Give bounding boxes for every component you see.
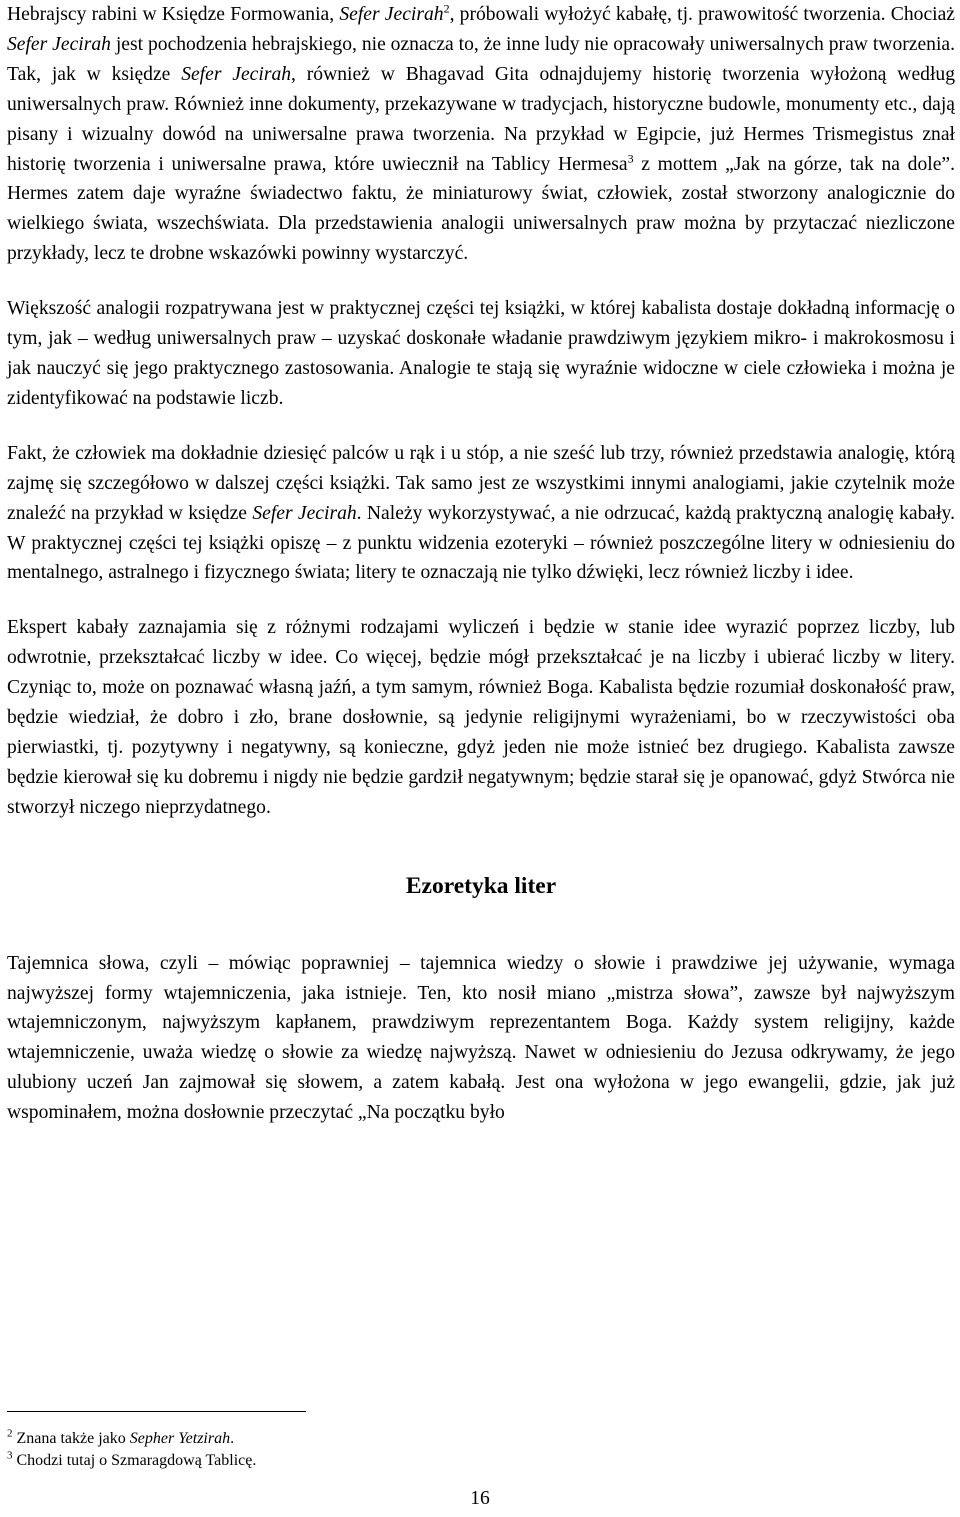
footnote-3 bbox=[7, 1450, 256, 1472]
footnote-text: Chodzi tutaj o Szmaragdową Tablicę. bbox=[12, 1452, 257, 1469]
text-run: . Należy wykorzystywać, a nie odrzucać, każdą praktyczną analogię kabały. W praktycznej części tej książki opiszę – z punktu widzenia ezoteryki – również poszczególne litery w odniesieniu do mentalnego, astralnego i fizycznego świata; litery te oznaczają nie tylko dźwięki, lecz również liczby i idee. bbox=[7, 502, 955, 584]
italic-text: Sefer Jecirah bbox=[252, 502, 357, 524]
footnote-2 bbox=[7, 1428, 256, 1450]
section-heading: Ezoretyka liter bbox=[405, 872, 557, 899]
page-number: 16 bbox=[470, 1488, 490, 1509]
italic-text: Sefer Jecirah bbox=[181, 63, 292, 85]
footnote-number: 3 bbox=[7, 1449, 13, 1462]
footnotes bbox=[7, 1428, 256, 1472]
text-run: Hebrajscy rabini w Księdze Formowania, bbox=[7, 4, 340, 25]
text-run: , próbowali wyłożyć kabałę, tj. prawowitość tworzenia. Chociaż bbox=[449, 4, 955, 25]
italic-text: Sefer Jecirah bbox=[7, 33, 111, 55]
text-run: Fakt, że człowiek ma dokładnie dziesięć palców u rąk i u stóp, a nie sześć lub trzy, również przedstawia analogię, którą zajmę się szczegółowo w dalszej części książki. Tak samo jest ze wszystkimi innymi analogiami, jakie czytelnik może znaleźć na przykład w księdze bbox=[7, 442, 955, 524]
footnote-separator bbox=[7, 1411, 306, 1412]
text-run: , również w Bhagavad Gita odnajdujemy historię tworzenia wyłożoną według uniwersalnych praw. Również inne dokumenty, przekazywane w tradycjach, historyczne budowle, monumenty etc., dają pisany i wizualny dowód na uniwersalne prawa tworzenia. Na przykład w Egipcie, już Hermes Trismegistus znał historię tworzenia i uniwersalne prawa, które uwiecznił na Tablicy Hermesa bbox=[7, 63, 955, 175]
text-run: Tajemnica słowa, czyli – mówiąc poprawniej – tajemnica wiedzy o słowie i prawdziwe jej używanie, wymaga najwyższej formy wtajemniczenia, jaka istnieje. Ten, kto nosił miano „mistrza słowa”, zawsze był najwyższym wtajemniczonym, najwyższym kapłanem, prawdziwym reprezentantem Boga. Każdy system religijny, każde wtajemniczenie, uważa wiedzę o słowie za wiedzę najwyższą. Nawet w odniesieniu do Jezusa odkrywamy, że jego ulubiony uczeń Jan zajmował się słowem, a zatem kabałą. Jest ona wyłożona w jego ewangelii, gdzie, jak już wspominałem, można dosłownie przeczytać „Na początku było bbox=[7, 952, 955, 1124]
footnote-number: 2 bbox=[7, 1427, 13, 1440]
footnote-italic-text: Sepher Yetzirah bbox=[129, 1430, 231, 1447]
footnote-text: Znana także jako bbox=[12, 1430, 130, 1447]
text-run: z mottem „Jak na górze, tak na dole”. Hermes zatem daje wyraźne świadectwo faktu, że miniaturowy świat, człowiek, został stworzony analogicznie do wielkiego świata, wszechświata. Dla przedstawienia analogii uniwersalnych praw można by przytaczać niezliczone przykłady, lecz te drobne wskazówki powinny wystarczyć. bbox=[7, 153, 955, 265]
italic-text: Sefer Jecirah bbox=[339, 4, 444, 25]
paragraph-4 bbox=[7, 613, 955, 822]
text-run: Większość analogii rozpatrywana jest w praktycznej części tej książki, w której kabalista dostaje dokładną informację o tym, jak – według uniwersalnych praw – uzyskać doskonałe władanie prawdziwym językiem mikro- i makrokosmosu i jak nauczyć się jego praktycznego zastosowania. Analogie te stają się wyraźnie widoczne w ciele człowieka i można je zidentyfikować na podstawie liczb. bbox=[7, 298, 955, 409]
paragraph-1 bbox=[7, 0, 955, 269]
paragraph-3 bbox=[7, 439, 955, 589]
footnote-text-end: . bbox=[230, 1430, 235, 1447]
footnote-reference: 2 bbox=[443, 1, 450, 16]
paragraph-2 bbox=[7, 294, 955, 414]
footnote-reference: 3 bbox=[627, 151, 634, 165]
paragraph-5 bbox=[7, 949, 955, 1128]
text-run: Ekspert kabały zaznajamia się z różnymi rodzajami wyliczeń i będzie w stanie idee wyrazić poprzez liczby, lub odwrotnie, przekształcać liczby w idee. Co więcej, będzie mógł przekształcać je na liczby i ubierać liczby w litery. Czyniąc to, może on poznawać własną jaźń, a tym samym, również Boga. Kabalista będzie rozumiał doskonałość praw, będzie wiedział, że dobro i zło, brane dosłownie, są jedynie religijnymi wyrażeniami, bo w rzeczywistości oba pierwiastki, tj. pozytywny i negatywny, są konieczne, gdyż jeden nie może istnieć bez drugiego. Kabalista zawsze będzie kierował się ku dobremu i nigdy nie będzie gardził negatywnym; będzie starał się je opanować, gdyż Stwórca nie stworzył niczego nieprzydatnego. bbox=[7, 617, 955, 818]
text-run: jest pochodzenia hebrajskiego, nie oznacza to, że inne ludy nie opracowały uniwersalnych praw tworzenia. Tak, jak w księdze bbox=[7, 33, 955, 85]
